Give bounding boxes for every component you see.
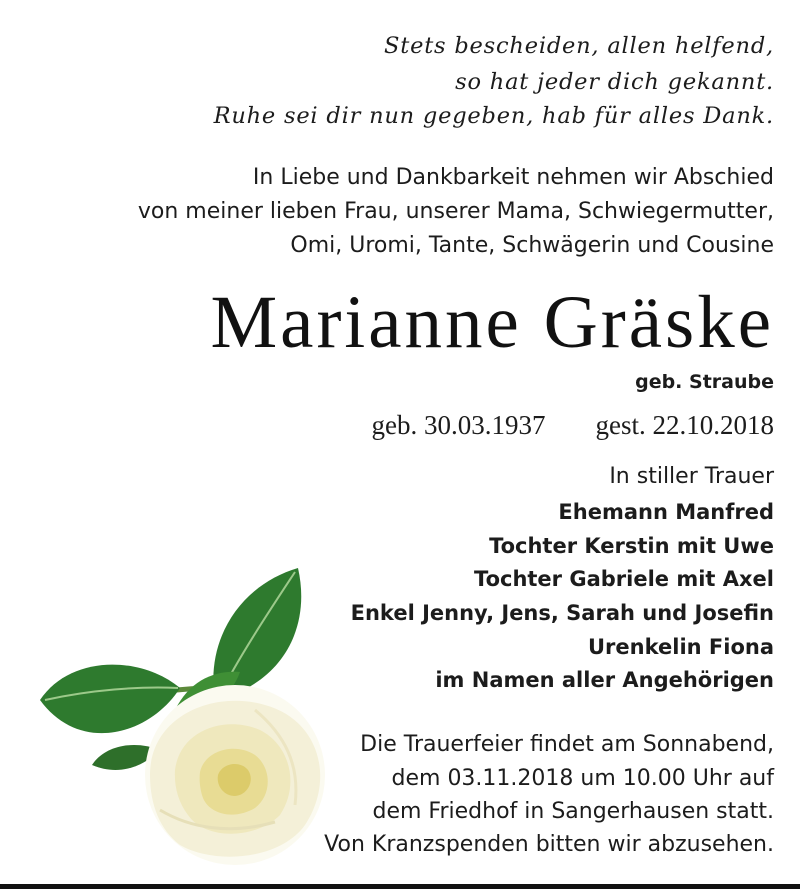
mourners-heading: In stiller Trauer: [609, 464, 774, 489]
funeral-line: dem Friedhof in Sangerhausen statt.: [372, 799, 774, 824]
deceased-name: Marianne Gräske: [210, 281, 774, 364]
mourner-name: Urenkelin Fiona: [588, 635, 774, 659]
intro-line: Omi, Uromi, Tante, Schwägerin und Cousine: [290, 233, 774, 258]
mourner-name: Tochter Kerstin mit Uwe: [489, 534, 774, 558]
intro-line: In Liebe und Dankbarkeit nehmen wir Abschied: [252, 165, 774, 190]
mourner-name: Tochter Gabriele mit Axel: [474, 567, 774, 591]
poem-line: Ruhe sei dir nun gegeben, hab für alles Dank.: [213, 103, 774, 129]
bottom-border: [0, 884, 800, 889]
death-date: gest. 22.10.2018: [595, 410, 774, 440]
white-rose-image: [0, 560, 340, 870]
funeral-line: Von Kranzspenden bitten wir abzusehen.: [324, 832, 774, 857]
maiden-name: geb. Straube: [635, 371, 774, 393]
life-dates: [372, 410, 774, 441]
poem-line: so hat jeder dich gekannt.: [455, 69, 774, 95]
funeral-line: Die Trauerfeier findet am Sonnabend,: [360, 732, 774, 757]
intro-line: von meiner lieben Frau, unserer Mama, Schwiegermutter,: [137, 199, 774, 224]
mourner-name: Enkel Jenny, Jens, Sarah und Josefin: [350, 601, 774, 625]
mourner-name: im Namen aller Angehörigen: [435, 668, 774, 692]
poem-line: Stets bescheiden, allen helfend,: [384, 33, 774, 59]
mourner-name: Ehemann Manfred: [558, 500, 774, 524]
funeral-line: dem 03.11.2018 um 10.00 Uhr auf: [391, 766, 774, 791]
birth-date: geb. 30.03.1937: [371, 410, 546, 440]
